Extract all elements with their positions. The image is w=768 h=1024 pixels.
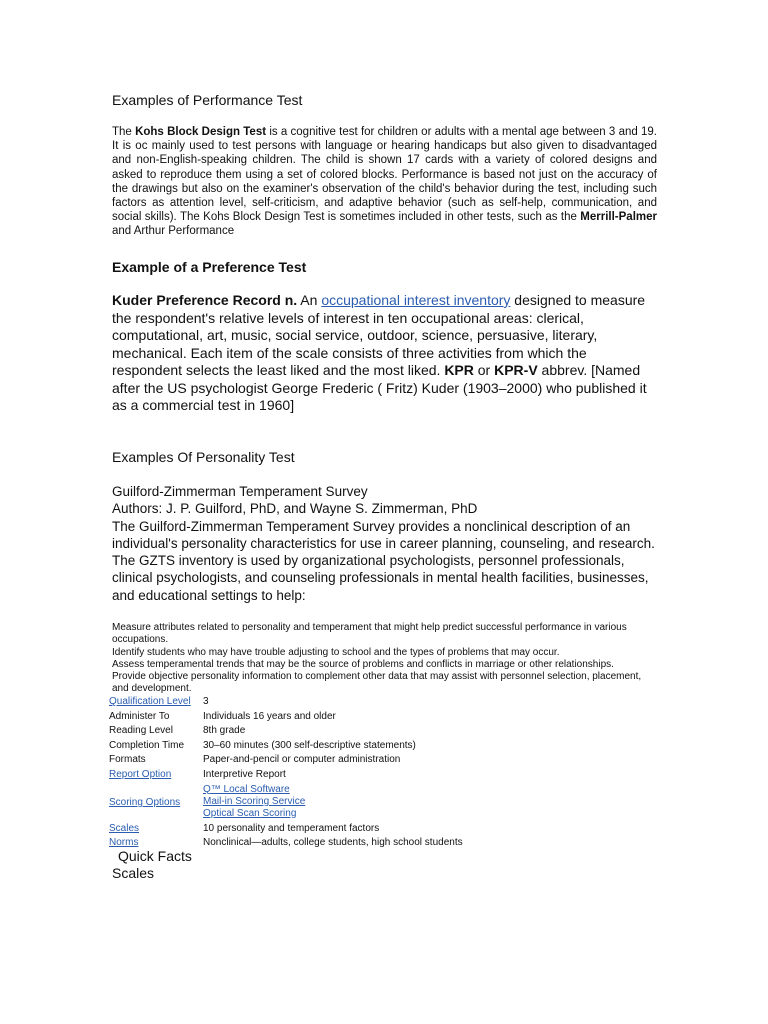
link-optical-scan-scoring[interactable]: Optical Scan Scoring (203, 807, 297, 819)
list-item: Measure attributes related to personality and temperament that might help predict successful performance in various occupations. (112, 622, 627, 646)
link-report-option[interactable]: Report Option (109, 768, 172, 780)
value-report-option: Interpretive Report (203, 768, 286, 780)
survey-description: The Guilford-Zimmerman Temperament Survey provides a nonclinical description of an individual's personality characteristics for use in career planning, counseling, and research. (112, 518, 655, 551)
heading-personality-test: Examples Of Personality Test (112, 449, 295, 465)
paragraph-kohs-block-design (112, 125, 657, 239)
personality-test-block (112, 483, 657, 604)
link-mail-in-scoring-service[interactable]: Mail-in Scoring Service (203, 795, 306, 807)
table-row (109, 725, 463, 740)
value-reading-level: 8th grade (203, 725, 246, 737)
table-row (109, 696, 463, 711)
label-completion-time: Completion Time (109, 739, 185, 751)
term-merrill-palmer: Merrill-Palmer (580, 211, 657, 224)
survey-authors: Authors: J. P. Guilford, PhD, and Wayne S. Zimmerman, PhD (112, 501, 478, 517)
quick-facts-label: Quick Facts (118, 848, 192, 864)
list-item: Assess temperamental trends that may be the source of problems and conflicts in marriage or other relationships. (112, 658, 614, 670)
table-row (109, 754, 463, 769)
list-item: Identify students who may have trouble adjusting to school and the types of problems that may occur. (112, 646, 560, 658)
term-kohs-block-design-test: Kohs Block Design Test (135, 126, 267, 138)
text-body: is a cognitive test for children or adults with a mental age between 3 and 19. It is oc mainly used to test persons with language or hearing handicaps but also given to disadvantaged and non-English-speaking children. The child is shown 17 cards with a variety of colored designs and asked to reproduce them using a set of colored blocks. Performance is based not just on the accuracy of the drawings but also on the examiner's observation of the child's behavior during the test, including such factors as attention level, self-criticism, and adaptive behavior (such as self-help, communication, and social skills). The Kohs Block Design Test is sometimes included in other tests, such as the (112, 126, 657, 224)
term-kpr-v: KPR-V (494, 362, 538, 378)
table-row (109, 784, 463, 823)
table-row (109, 711, 463, 726)
link-scales[interactable]: Scales (109, 822, 140, 834)
text-body: designed to measure the respondent's relative levels of interest in ten occupational areas: clerical, computational, art, music, social service, outdoor, science, persuasive, literary, mechanical. Each item of the scale consists of three activities from which the respondent selects the least liked and the most liked. (112, 292, 646, 378)
term-kpr: KPR (444, 362, 474, 378)
heading-preference-test: Example of a Preference Test (112, 259, 307, 275)
label-administer-to: Administer To (109, 710, 170, 722)
scales-label: Scales (112, 865, 155, 881)
link-occupational-interest-inventory[interactable]: occupational interest inventory (321, 292, 511, 308)
label-formats: Formats (109, 754, 146, 766)
value-administer-to: Individuals 16 years and older (203, 710, 336, 722)
survey-title: Guilford-Zimmerman Temperament Survey (112, 484, 368, 499)
link-q-local-software[interactable]: Q™ Local Software (203, 783, 290, 795)
link-qualification-level[interactable]: Qualification Level (109, 696, 191, 707)
list-item: Provide objective personality information to complement other data that may assist with personnel selection, placement, and development. (112, 671, 642, 695)
text-or: or (473, 362, 495, 378)
value-completion-time: 30–60 minutes (300 self-descriptive statements) (203, 739, 416, 751)
link-norms[interactable]: Norms (109, 837, 139, 849)
paragraph-kuder-preference (112, 292, 657, 415)
label-reading-level: Reading Level (109, 725, 173, 737)
heading-performance-test: Examples of Performance Test (112, 92, 303, 108)
value-scales: 10 personality and temperament factors (203, 822, 380, 834)
value-qualification-level: 3 (203, 696, 209, 707)
text-tail: abbrev. [Named after the US psychologist George Frederic ( Fritz) Kuder (1903–2000) who published it as a commercial test in 1960] (112, 362, 647, 413)
gzts-usage: The GZTS inventory is used by organizational psychologists, personnel professionals, clinical psychologists, and counseling professionals in mental health facilities, businesses, and educational settings to help: (112, 553, 649, 603)
table-row (109, 769, 463, 784)
term-kuder-preference-record: Kuder Preference Record n. (112, 292, 298, 308)
usage-list (112, 622, 657, 696)
quick-facts-table (109, 696, 463, 852)
table-row (109, 740, 463, 755)
value-norms: Nonclinical—adults, college students, high school students (203, 837, 463, 849)
text-lead: The (112, 126, 136, 138)
value-formats: Paper-and-pencil or computer administration (203, 754, 401, 766)
text-tail: and Arthur Performance (112, 225, 235, 238)
link-scoring-options[interactable]: Scoring Options (109, 797, 181, 809)
table-row (109, 823, 463, 838)
text-an: An (297, 292, 322, 308)
